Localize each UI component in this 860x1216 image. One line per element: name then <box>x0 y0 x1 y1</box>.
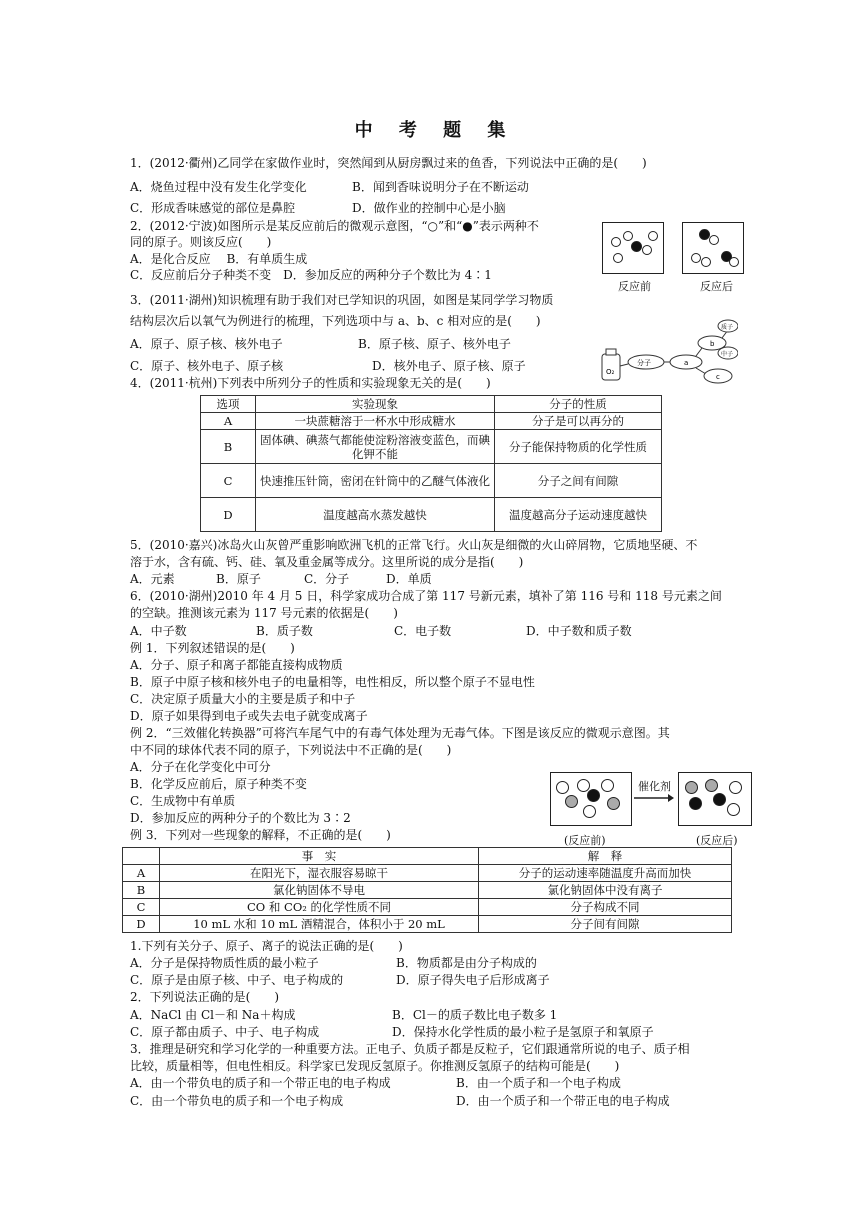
table-cell: A <box>201 413 256 430</box>
svg-text:b: b <box>710 340 715 348</box>
table-cell: 分子构成不同 <box>479 899 732 916</box>
ex2-stem-line1: 例 2．“三效催化转换器”可将汽车尾气中的有毒气体处理为无毒气体。下图是该反应的微观示意图。其 <box>130 726 670 740</box>
o2-bottle <box>602 354 620 380</box>
white-atom <box>611 237 621 247</box>
table-header: 分子的性质 <box>495 396 662 413</box>
ex3-stem: 例 3．下列对一些现象的解释，不正确的是( ) <box>130 828 391 842</box>
p3-stem-line2: 比较，质量相等，但电性相反。科学家已发现反氢原子。你推测反氢原子的结构可能是( ) <box>130 1059 620 1073</box>
white-atom <box>623 231 633 241</box>
table-cell: D <box>123 916 160 933</box>
ex2-option-d: D．参加反应的两种分子的个数比为 3∶2 <box>130 811 351 825</box>
table-row <box>201 413 662 430</box>
ex2-stem-line2: 中不同的球体代表不同的原子，下列说法中不正确的是( ) <box>130 743 452 757</box>
black-atom <box>689 797 702 810</box>
q4-stem: 4．(2011·杭州)下列表中所列分子的性质和实验现象无关的是( ) <box>130 376 491 390</box>
after-label: 反应后 <box>700 280 733 293</box>
q3-option-c: C．原子、核外电子、原子核 <box>130 359 284 373</box>
p1-stem: 1.下列有关分子、原子、离子的说法正确的是( ) <box>130 939 403 953</box>
table-header: 事 实 <box>160 848 479 865</box>
q6-option-c: C．电子数 <box>394 624 452 638</box>
table-cell: B <box>123 882 160 899</box>
table-row <box>201 464 662 498</box>
table-row <box>201 498 662 532</box>
table-cell: D <box>201 498 256 532</box>
ex1-option-c: C．决定原子质量大小的主要是质子和中子 <box>130 692 356 706</box>
q2-stem-line1: 2．(2012·宁波)如图所示是某反应前后的微观示意图，“○”和“●”表示两种不 <box>130 219 539 233</box>
table-cell: 快速推压针筒，密闭在针筒中的乙醚气体液化 <box>256 464 495 498</box>
table-header-row <box>201 396 662 413</box>
black-atom <box>587 789 600 802</box>
svg-text:分子: 分子 <box>637 359 651 367</box>
white-atom <box>709 235 719 245</box>
p1-option-d: D．原子得失电子后形成离子 <box>396 973 550 987</box>
white-atom <box>601 779 614 792</box>
table-cell: C <box>201 464 256 498</box>
q6-stem-line2: 的空缺。推测该元素为 117 号元素的依据是( ) <box>130 606 398 620</box>
table-cell: C <box>123 899 160 916</box>
q3-stem-line2: 结构层次后以氧气为例进行的梳理，下列选项中与 a、b、c 相对应的是( ) <box>130 314 541 328</box>
after-box <box>682 222 744 274</box>
table-cell: A <box>123 865 160 882</box>
table-cell: 温度越高水蒸发越快 <box>256 498 495 532</box>
table-row <box>123 865 732 882</box>
table-cell: 氯化钠固体不导电 <box>160 882 479 899</box>
p2-option-c: C．原子都由质子、中子、电子构成 <box>130 1025 320 1039</box>
page-title: 中 考 题 集 <box>354 120 516 141</box>
q5-stem-line2: 溶于水，含有硫、钙、硅、氧及重金属等成分。这里所说的成分是指( ) <box>130 555 524 569</box>
white-atom <box>583 805 596 818</box>
q3-option-b: B．原子核、原子、核外电子 <box>358 337 511 351</box>
ex2-reaction-figure <box>550 772 750 847</box>
p2-option-b: B．Cl－的质子数比电子数多 1 <box>392 1008 558 1022</box>
svg-text:中子: 中子 <box>721 351 734 358</box>
q3-option-a: A．原子、原子核、核外电子 <box>130 337 283 351</box>
ex2-option-c: C．生成物中有单质 <box>130 794 236 808</box>
q2-options-ab: A．是化合反应 B．有单质生成 <box>130 252 308 266</box>
q4-table <box>200 395 662 532</box>
q2-reaction-figure <box>602 222 742 292</box>
p3-stem-line1: 3．推理是研究和学习化学的一种重要方法。正电子、负质子都是反粒子，它们跟通常所说的电子、质子相 <box>130 1042 690 1056</box>
p2-option-d: D．保持水化学性质的最小粒子是氢原子和氧原子 <box>392 1025 654 1039</box>
q1-stem: 1．(2012·衢州)乙同学在家做作业时，突然闻到从厨房飘过来的鱼香，下列说法中正确的是( ) <box>130 156 647 170</box>
q5-option-a: A．元素 <box>130 572 175 586</box>
white-atom <box>648 231 658 241</box>
q2-stem-line2: 同的原子。则该反应( ) <box>130 235 272 249</box>
q6-stem-line1: 6．(2010·湖州)2010 年 4 月 5 日，科学家成功合成了第 117 号新元素，填补了第 116 号和 118 号元素之间 <box>130 589 722 603</box>
white-atom <box>729 257 739 267</box>
p2-option-a: A．NaCl 由 Cl－和 Na＋构成 <box>130 1008 296 1022</box>
before-box <box>602 222 664 274</box>
svg-text:a: a <box>684 359 689 367</box>
q3-stem-line1: 3．(2011·湖州)知识梳理有助于我们对已学知识的巩固，如图是某同学学习物质 <box>130 293 554 307</box>
q6-option-d: D．中子数和质子数 <box>526 624 632 638</box>
svg-text:质子: 质子 <box>721 324 734 331</box>
ex2-option-a: A．分子在化学变化中可分 <box>130 760 271 774</box>
gray-atom <box>607 797 620 810</box>
table-cell: 在阳光下，湿衣服容易晾干 <box>160 865 479 882</box>
ex1-option-b: B．原子中原子核和核外电子的电量相等，电性相反，所以整个原子不显电性 <box>130 675 535 689</box>
table-cell: 氯化钠固体中没有离子 <box>479 882 732 899</box>
table-cell: 固体碘、碘蒸气都能使淀粉溶液变蓝色，而碘化钾不能 <box>256 430 495 464</box>
table-cell: 一块蔗糖溶于一杯水中形成糖水 <box>256 413 495 430</box>
o2-label: O₂ <box>606 368 615 376</box>
black-atom <box>631 241 642 252</box>
ex1-option-a: A．分子、原子和离子都能直接构成物质 <box>130 658 343 672</box>
white-atom <box>613 253 623 263</box>
before-label: (反应前) <box>564 834 606 847</box>
p1-option-b: B．物质都是由分子构成的 <box>396 956 537 970</box>
table-row <box>123 916 732 933</box>
white-atom <box>701 257 711 267</box>
q2-options-cd: C．反应前后分子种类不变 D．参加反应的两种分子个数比为 4∶1 <box>130 268 492 282</box>
q1-option-b: B．闻到香味说明分子在不断运动 <box>352 180 529 194</box>
table-row <box>123 882 732 899</box>
table-cell: 分子能保持物质的化学性质 <box>495 430 662 464</box>
q5-option-c: C．分子 <box>304 572 350 586</box>
table-cell: 分子间有间隙 <box>479 916 732 933</box>
white-atom <box>729 781 742 794</box>
table-row <box>201 430 662 464</box>
white-atom <box>691 253 701 263</box>
ex2-option-b: B．化学反应前后，原子种类不变 <box>130 777 307 791</box>
ex3-table <box>122 847 732 933</box>
table-cell: 分子之间有间隙 <box>495 464 662 498</box>
q1-option-a: A．烧鱼过程中没有发生化学变化 <box>130 180 307 194</box>
q6-option-a: A．中子数 <box>130 624 187 638</box>
table-cell: 10 mL 水和 10 mL 酒精混合，体积小于 20 mL <box>160 916 479 933</box>
white-atom <box>727 803 740 816</box>
table-row <box>123 899 732 916</box>
table-cell: 分子是可以再分的 <box>495 413 662 430</box>
ex1-option-d: D．原子如果得到电子或失去电子就变成离子 <box>130 709 368 723</box>
catalyst-label: 催化剂 <box>638 780 671 793</box>
p3-option-c: C．由一个带负电的质子和一个电子构成 <box>130 1094 344 1108</box>
svg-text:c: c <box>716 373 720 381</box>
ex1-stem: 例 1．下列叙述错误的是( ) <box>130 641 295 655</box>
q1-option-c: C．形成香味感觉的部位是鼻腔 <box>130 201 296 215</box>
table-header: 解 释 <box>479 848 732 865</box>
before-box <box>550 772 632 826</box>
p2-stem: 2．下列说法正确的是( ) <box>130 990 279 1004</box>
table-cell: CO 和 CO₂ 的化学性质不同 <box>160 899 479 916</box>
black-atom <box>713 793 726 806</box>
p3-option-b: B．由一个质子和一个电子构成 <box>456 1076 621 1090</box>
p3-option-a: A．由一个带负电的质子和一个带正电的电子构成 <box>130 1076 391 1090</box>
q3-structure-diagram <box>598 316 738 386</box>
p1-option-c: C．原子是由原子核、中子、电子构成的 <box>130 973 344 987</box>
after-box <box>678 772 752 826</box>
table-header: 实验现象 <box>256 396 495 413</box>
table-header: 选项 <box>201 396 256 413</box>
white-atom <box>556 781 569 794</box>
q5-option-d: D．单质 <box>386 572 432 586</box>
white-atom <box>642 245 652 255</box>
p3-option-d: D．由一个质子和一个带正电的电子构成 <box>456 1094 670 1108</box>
q1-option-d: D．做作业的控制中心是小脑 <box>352 201 506 215</box>
p1-option-a: A．分子是保持物质性质的最小粒子 <box>130 956 319 970</box>
table-cell: 分子的运动速率随温度升高而加快 <box>479 865 732 882</box>
table-header-row <box>123 848 732 865</box>
gray-atom <box>685 781 698 794</box>
q5-option-b: B．原子 <box>216 572 261 586</box>
q5-stem-line1: 5．(2010·嘉兴)冰岛火山灰曾严重影响欧洲飞机的正常飞行。火山灰是细微的火山碎屑物，它质地坚硬、不 <box>130 538 698 552</box>
table-header <box>123 848 160 865</box>
table-cell: 温度越高分子运动速度越快 <box>495 498 662 532</box>
after-label: (反应后) <box>696 834 738 847</box>
q6-option-b: B．质子数 <box>256 624 313 638</box>
before-label: 反应前 <box>618 280 651 293</box>
table-cell: B <box>201 430 256 464</box>
q3-option-d: D．核外电子、原子核、原子 <box>372 359 526 373</box>
gray-atom <box>565 795 578 808</box>
gray-atom <box>705 779 718 792</box>
